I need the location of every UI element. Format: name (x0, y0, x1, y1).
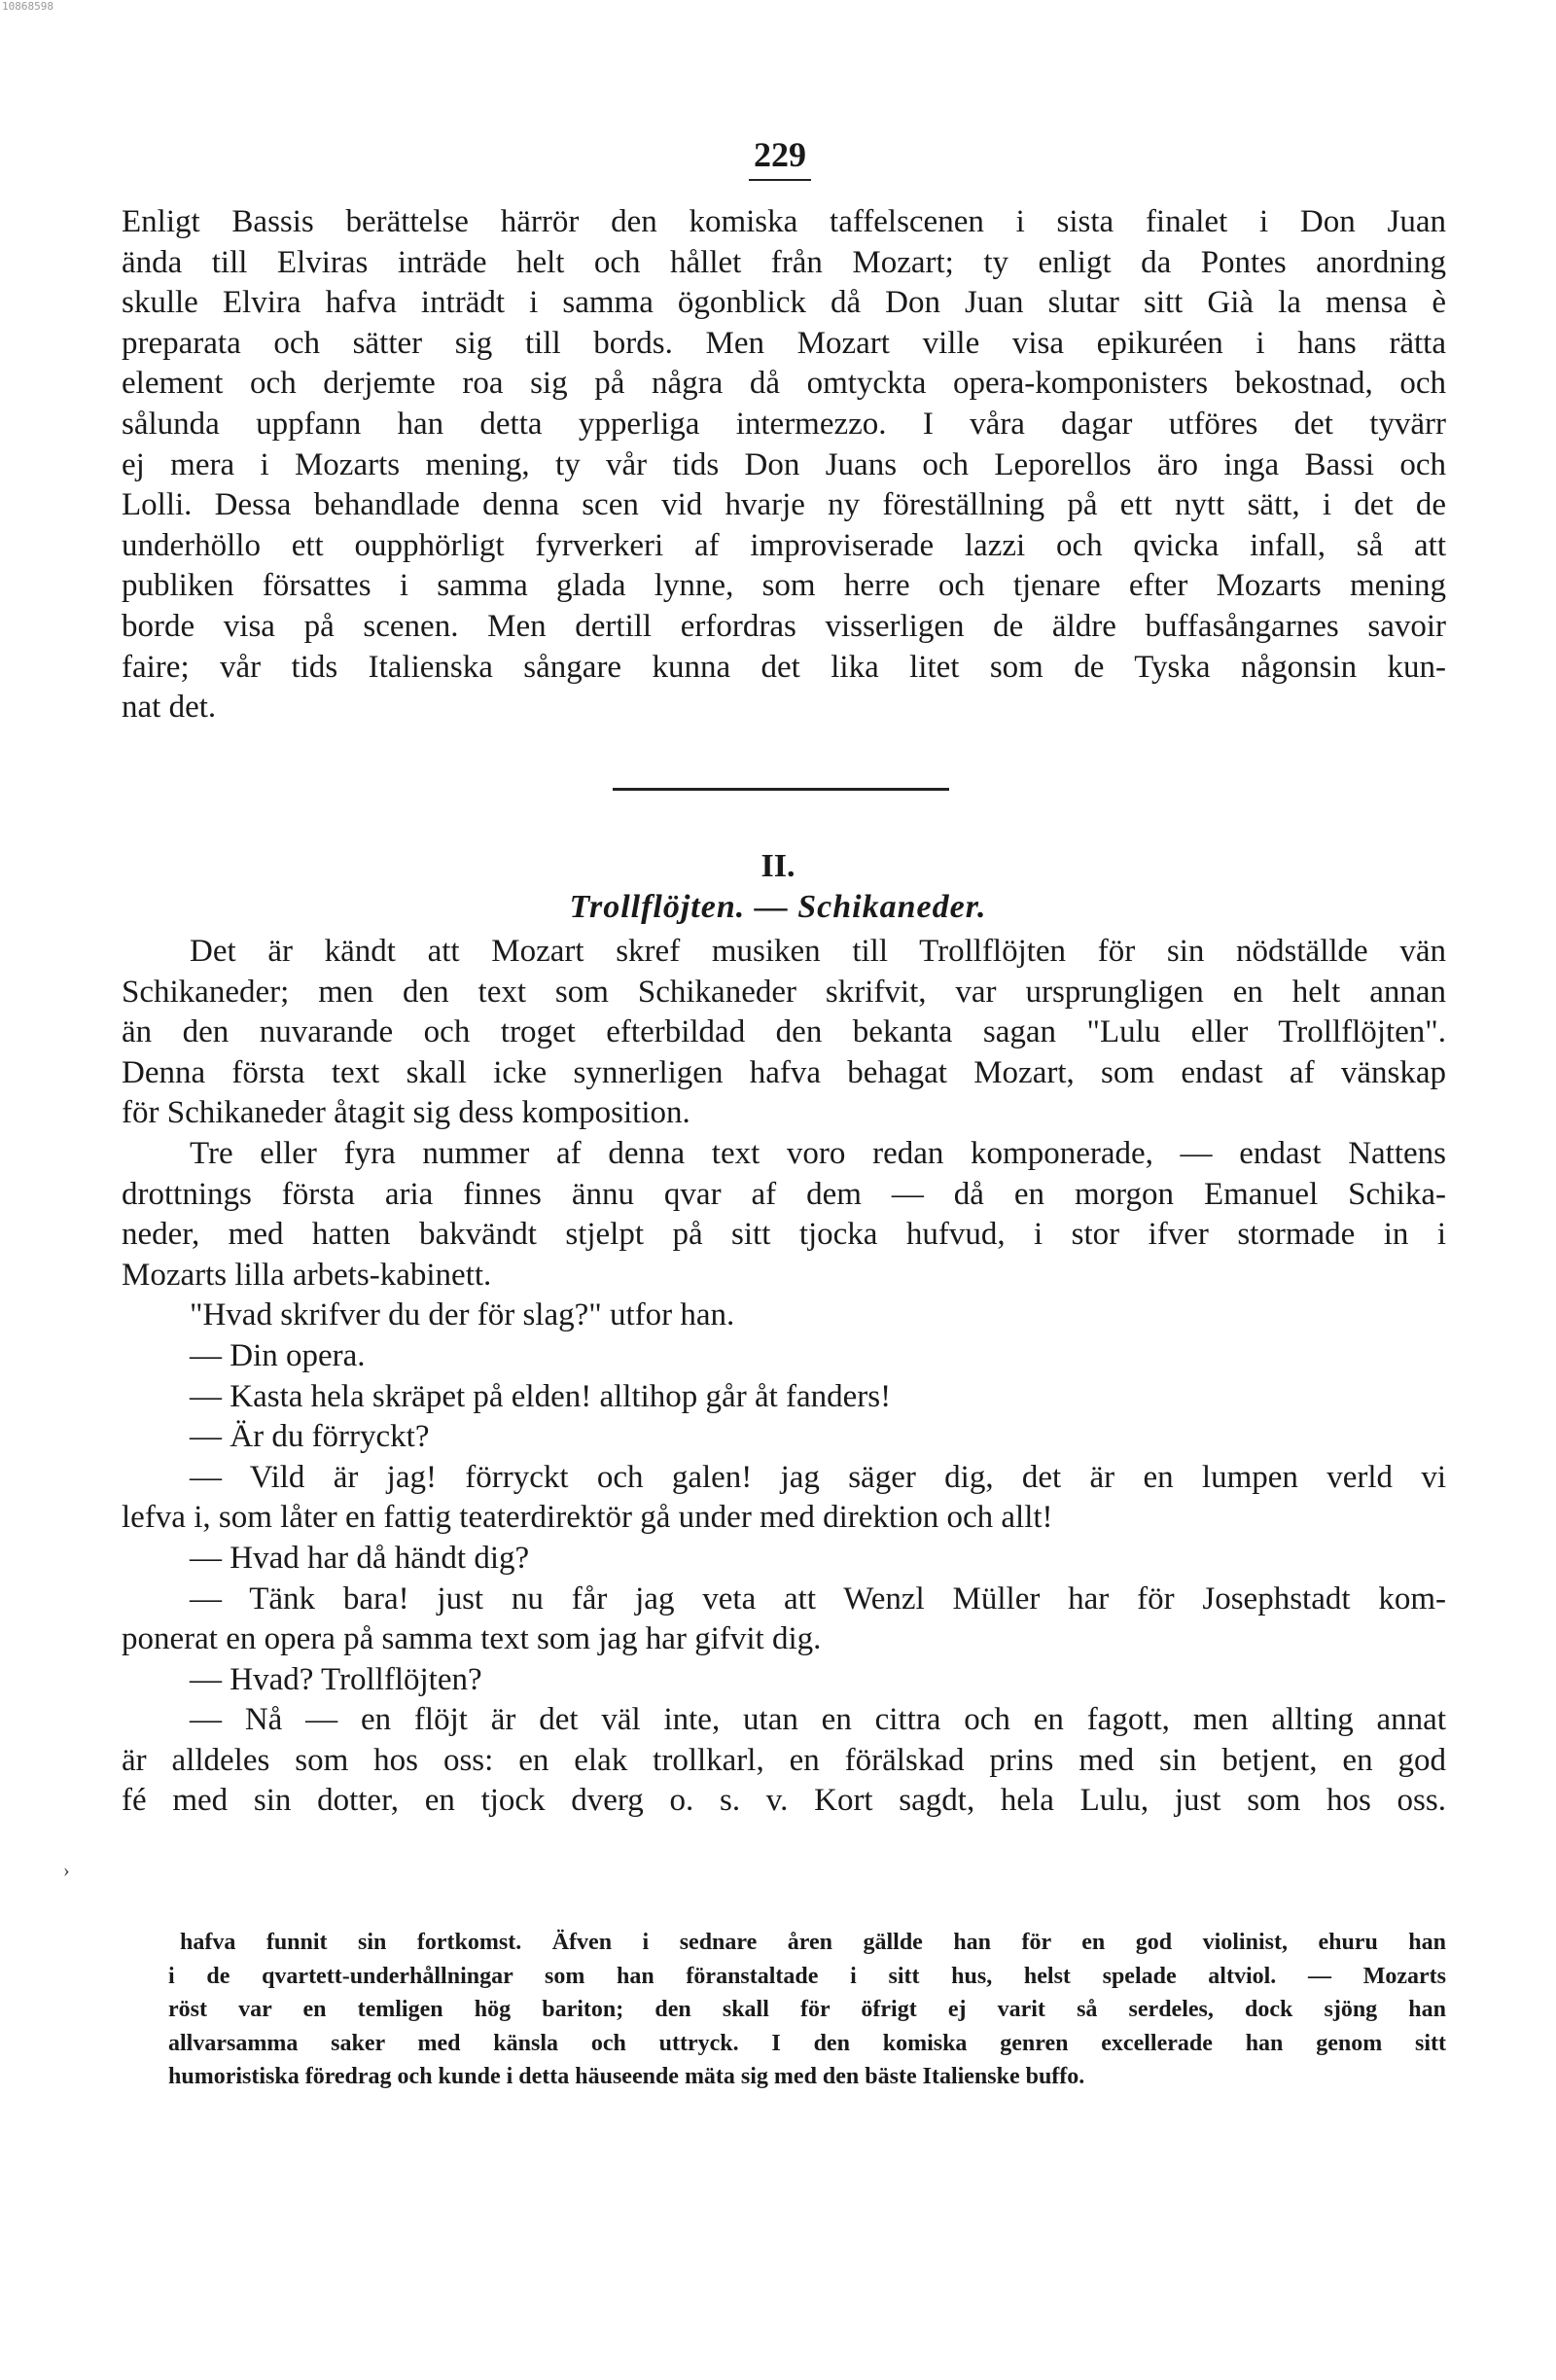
text-line: fé med sin dotter, en tjock dverg o. s. v. Kort sagdt, hela Lulu, just som hos oss. (122, 1783, 1446, 1819)
section-heading: Trollflöjten. — Schikaneder. (569, 889, 987, 925)
text-line: Lolli. Dessa behandlade denna scen vid hvarje ny föreställning på ett nytt sätt, i det de (122, 487, 1446, 523)
text-line: — Vild är jag! förryckt och galen! jag säger dig, det är en lumpen verld vi (190, 1459, 1446, 1495)
text-line: drottnings första aria finnes ännu qvar af dem — då en morgon Emanuel Schika- (122, 1176, 1446, 1212)
paragraph-trollflojten (122, 932, 1446, 1822)
text-line: Denna första text skall icke synnerligen hafva behagat Mozart, som endast af vänskap (122, 1054, 1446, 1090)
footnote-line: allvarsamma saker med känsla och uttryck. I den komiska genren excellerade han genom sitt (168, 2030, 1446, 2056)
text-line: ej mera i Mozarts mening, ty vår tids Don Juans och Leporellos äro inga Bassi och (122, 446, 1446, 482)
text-line: underhöllo ett oupphörligt fyrverkeri af improviserade lazzi och qvicka infall, så att (122, 527, 1446, 563)
margin-mark: › (63, 1860, 70, 1881)
text-line: för Schikaneder åtagit sig dess komposition. (122, 1095, 690, 1131)
text-line: sålunda uppfann han detta ypperliga intermezzo. I våra dagar utföres det tyvärr (122, 406, 1446, 442)
text-line: Mozarts lilla arbets-kabinett. (122, 1257, 492, 1293)
text-line: — Kasta hela skräpet på elden! alltihop går åt fanders! (190, 1378, 892, 1414)
section-divider (613, 788, 949, 791)
text-line: lefva i, som låter en fattig teaterdirektör gå under med direktion och allt! (122, 1500, 1053, 1536)
paragraph-don-juan (122, 202, 1446, 728)
text-line: — Nå — en flöjt är det väl inte, utan en cittra och en fagott, men allting annat (190, 1702, 1446, 1738)
footnote-line: hafva funnit sin fortkomst. Äfven i sednare åren gällde han för en god violinist, ehuru han (180, 1930, 1446, 1955)
text-line: Schikaneder; men den text som Schikaneder skrifvit, var ursprungligen en helt annan (122, 974, 1446, 1010)
text-line: än den nuvarande och troget efterbildad den bekanta sagan "Lulu eller Trollflöjten". (122, 1014, 1446, 1050)
text-line: är alldeles som hos oss: en elak trollkarl, en förälskad prins med sin betjent, en god (122, 1742, 1446, 1778)
text-line: element och derjemte roa sig på några då omtyckta opera-komponisters bekostnad, och (122, 366, 1446, 402)
text-line: nat det. (122, 690, 217, 726)
archive-id-label: 10868598 (2, 0, 53, 13)
text-line: borde visa på scenen. Men dertill erfordras visserligen de äldre buffasångarnes savoir (122, 608, 1446, 644)
text-line: Det är kändt att Mozart skref musiken till Trollflöjten för sin nödställde vän (190, 934, 1446, 969)
section-number: II. (760, 848, 796, 884)
text-line: — Hvad har då händt dig? (190, 1540, 530, 1576)
footnote-block (168, 1926, 1446, 2094)
text-line: ponerat en opera på samma text som jag har gifvit dig. (122, 1621, 822, 1657)
text-line: ända till Elviras inträde helt och hållet från Mozart; ty enligt da Pontes anordning (122, 244, 1446, 280)
text-line: — Är du förryckt? (190, 1419, 430, 1455)
text-line: publiken försattes i samma glada lynne, som herre och tjenare efter Mozarts mening (122, 568, 1446, 604)
text-line: neder, med hatten bakvändt stjelpt på sitt tjocka hufvud, i stor ifver stormade in i (122, 1217, 1446, 1253)
page-number-underline (749, 179, 811, 181)
text-line: — Din opera. (190, 1337, 366, 1373)
text-line: Tre eller fyra nummer af denna text voro redan komponerade, — endast Nattens (190, 1135, 1446, 1171)
footnote-line: röst var en temligen hög bariton; den skall för öfrigt ej varit så serdeles, dock sjöng han (168, 1997, 1446, 2022)
text-line: faire; vår tids Italienska sångare kunna det lika litet som de Tyska någonsin kun- (122, 649, 1446, 685)
footnote-line: i de qvartett-underhållningar som han föranstaltade i sitt hus, helst spelade altviol. — Mozarts (168, 1963, 1446, 1989)
text-line: — Hvad? Trollflöjten? (190, 1661, 482, 1697)
page-number: 229 (754, 135, 806, 174)
text-line: preparata och sätter sig till bords. Men Mozart ville visa epikuréen i hans rätta (122, 325, 1446, 361)
text-line: Enligt Bassis berättelse härrör den komiska taffelscenen i sista finalet i Don Juan (122, 204, 1446, 239)
text-line: — Tänk bara! just nu får jag veta att Wenzl Müller har för Josephstadt kom- (190, 1581, 1446, 1616)
text-line: "Hvad skrifver du der för slag?" utfor han. (190, 1297, 735, 1333)
text-line: skulle Elvira hafva inträdt i samma ögonblick då Don Juan slutar sitt Già la mensa è (122, 285, 1446, 321)
footnote-line: humoristiska föredrag och kunde i detta häuseende mäta sig med den bäste Italienske buffo. (168, 2064, 1085, 2089)
